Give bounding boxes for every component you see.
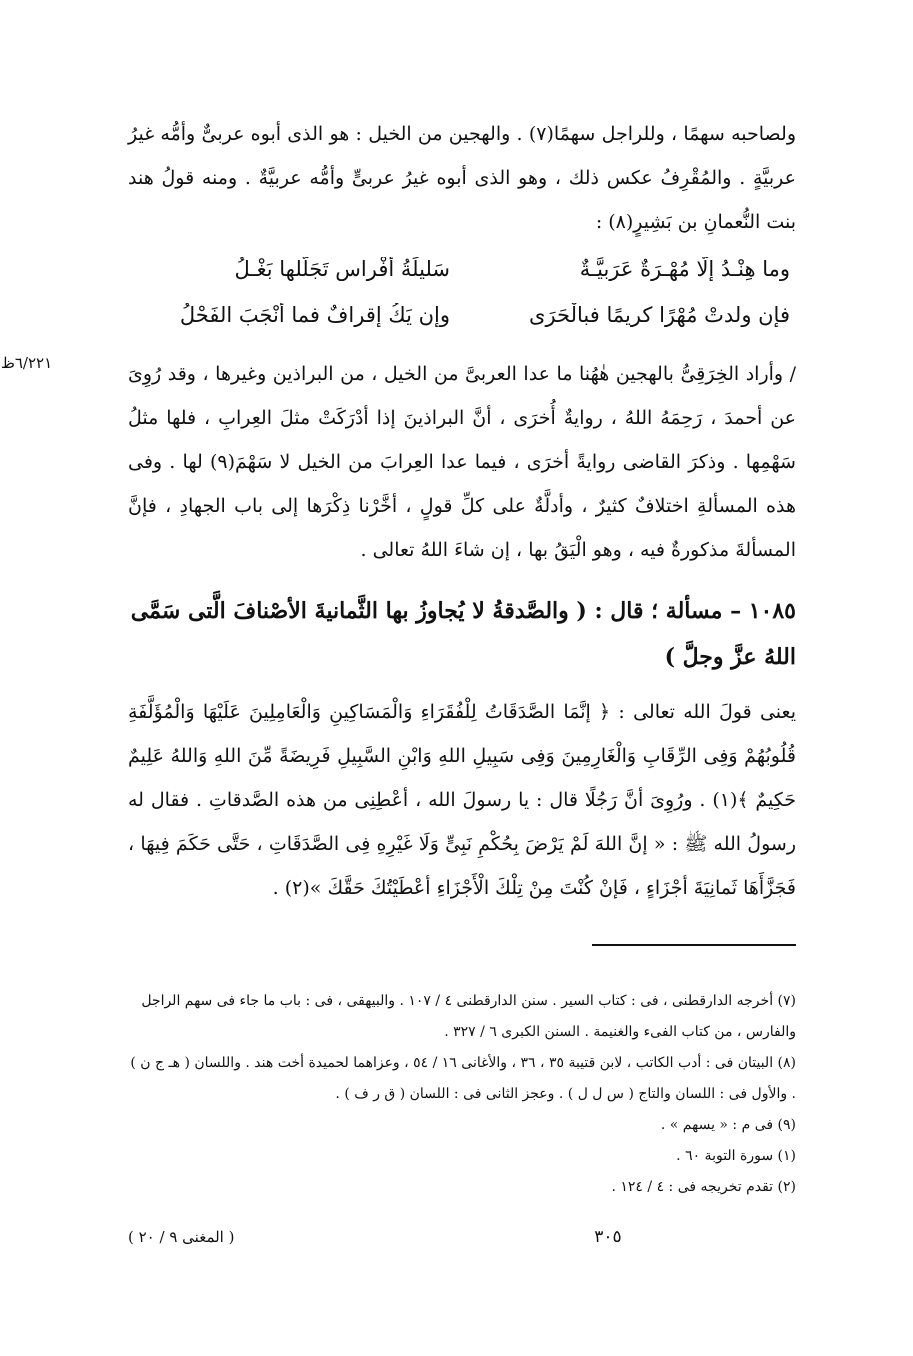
footnote-8: (٨) البيتان فى : أدب الكاتب ، لابن قتيبة ٣٥ ، ٣٦ ، والأغانى ١٦ / ٥٤ ، وعزاهما لحميدة أخت هند . واللسان ( هـ ج ن ) . والأول فى : اللسان والتاج ( س ل ل ) . وعجز الثانى فى : اللسان ( ق ر ف ) . — [130, 1055, 796, 1102]
verse-line-2 — [150, 292, 790, 338]
verse-line-1-first-hemistich: وما هِنْـدُ إلَّا مُهْـرَةٌ عَرَبيَّـةٌ — [579, 257, 790, 281]
verse-line-1 — [150, 246, 790, 292]
verse-line-2-first-hemistich: فإن ولدتْ مُهْرًا كريمًا فبالْحَرَى — [529, 303, 790, 327]
body-paragraph-3 — [128, 690, 796, 910]
footnote-9: (٩) فى م : « يسهم » . — [660, 1117, 796, 1133]
footnotes — [128, 986, 796, 1203]
poem-verse — [150, 246, 790, 338]
page-number: ٣٠٥ — [594, 1227, 622, 1247]
footnote-7: (٧) أخرجه الدارقطنى ، فى : كتاب السير . سنن الدارقطنى ٤ / ١٠٧ . والبيهقى ، فى : باب ما جاء فى سهم الراجل والفارس ، من كتاب الفىء والغنيمة . السنن الكبرى ٦ / ٣٢٧ . — [141, 993, 796, 1040]
manuscript-margin-note: ٦/٢٢١ظ — [1, 354, 53, 372]
footnote-2: (٢) تقدم تخريجه فى : ٤ / ١٢٤ . — [611, 1179, 796, 1195]
section-heading: ١٠٨٥ – مسألة ؛ قال : ( والصَّدقةُ لا يُجاوزُ بها الثَّمانيةَ الأصْنافَ الَّتى سَمَّى اللهُ عزَّ وجلَّ ) — [130, 598, 796, 670]
volume-reference: ( المغنى ٩ / ٢٠ ) — [128, 1228, 235, 1246]
intro-paragraph-text: ولصاحبه سهمًا ، وللراجل سهمًا(٧) . والهجين من الخيل : هو الذى أبوه عربىٌّ وأمُّه غيرُ عربيَّةٍ . والمُقْرِفُ عكس ذلك ، وهو الذى أبوه غيرُ عربىٍّ وأمُّه عربيَّةٌ . ومنه قولُ هند بنت النُّعمانِ بن بَشِيرٍ(٨) : — [128, 123, 796, 233]
body-paragraph-2-text: / وأراد الخِرَقِىُّ بالهجين هٰهُنا ما عدا العربىَّ من الخيل ، من البراذين وغيرها ، وقد رُوِىَ عن أحمدَ ، رَحِمَهُ اللهُ ، روايةٌ أُخرَى ، أنَّ البراذينَ إذا أدْرَكَتْ مثلَ العِرابِ ، فلها مثلُ سَهْمِها . وذكرَ القاضى روايةً أخرَى ، فيما عدا العِرابَ من الخيل لا سَهْمَ(٩) لها . وفى هذه المسألةِ اختلافٌ كثيرٌ ، وأدلَّةٌ على كلِّ قولٍ ، أخَّرْنا ذِكْرَها إلى باب الجهادِ ، فإنَّ المسألةَ مذكورةٌ فيه ، وهو الْيَقُ بها ، إن شاءَ اللهُ تعالى . — [128, 363, 796, 561]
body-paragraph-2 — [128, 352, 796, 572]
page-footer — [128, 1222, 796, 1252]
verse-line-1-second-hemistich: سَليلَةُ أفْراسٍ تَجَلَّلها بَغْـلُ — [234, 257, 450, 281]
footnote-1: (١) سورة التوبة ٦٠ . — [676, 1148, 796, 1164]
body-paragraph-3-text: يعنى قولَ الله تعالى : ﴿ إنَّمَا الصَّدَقَاتُ لِلْفُقَرَاءِ وَالْمَسَاكِينِ وَالْعَامِلِينَ عَلَيْهَا وَالْمُؤَلَّفَةِ قُلُوبُهُمْ وَفِى الرِّقَابِ وَالْغَارِمِينَ وَفِى سَبِيلِ اللهِ وَابْنِ السَّبِيلِ فَرِيضَةً مِّنَ اللهِ وَاللهُ عَلِيمٌ حَكِيمٌ ﴾(١) . ورُوِىَ أنَّ رَجُلًا قال : يا رسولَ الله ، أعْطِنِى من هذه الصَّدقاتِ . فقال له رسولُ الله ﷺ : « إنَّ اللهَ لَمْ يَرْضَ بِحُكْمِ نَبِىٍّ وَلَا غَيْرِهِ فِى الصَّدَقَاتِ ، حَتَّى حَكَمَ فِيهَا ، فَجَزَّأَهَا ثَمانِيَةَ أجْزَاءٍ ، فَإنْ كُنْتَ مِنْ تِلْكَ الْأَجْزَاءِ أعْطَيْتُكَ حَقَّكَ »(٢) . — [128, 701, 797, 899]
intro-paragraph — [128, 112, 796, 244]
footnote-divider — [592, 944, 796, 946]
verse-line-2-second-hemistich: وإن يَكُ إقرافٌ فما أنْجَبَ الفَحْلُ — [179, 303, 450, 327]
